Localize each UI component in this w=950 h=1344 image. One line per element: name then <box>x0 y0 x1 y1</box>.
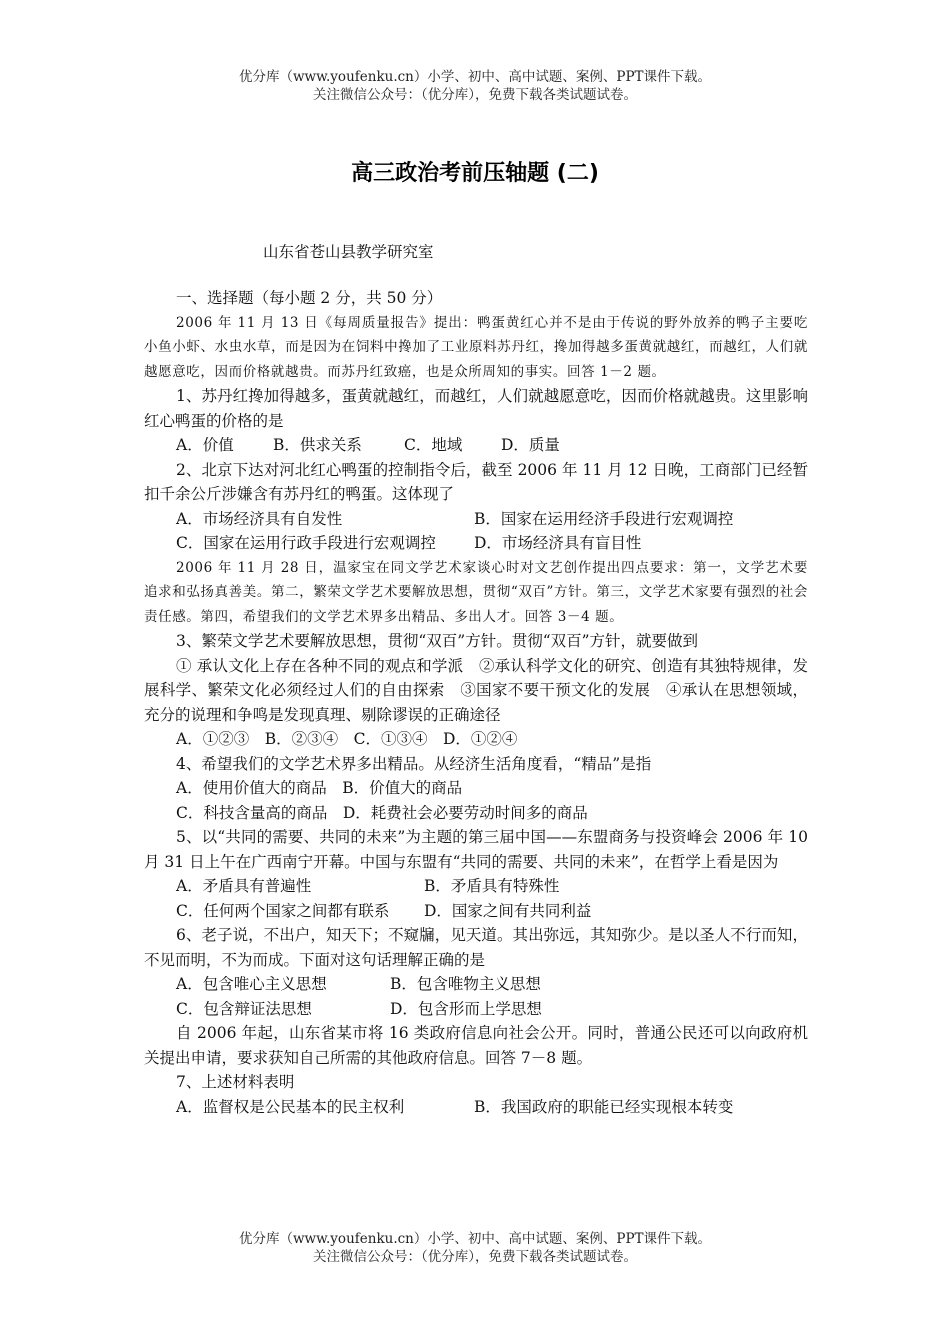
question-5-options-row-2 <box>144 899 808 924</box>
document-body <box>144 286 808 1119</box>
q5-option-d: D．国家之间有共同利益 <box>424 901 592 920</box>
question-4-stem: 4、希望我们的文学艺术界多出精品。从经济生活角度看，“精品”是指 <box>176 754 652 773</box>
question-5-stem: 5、以“共同的需要、共同的未来”为主题的第三届中国——东盟商务与投资峰会 2006 年 10 月 31 日上午在广西南宁开幕。中国与东盟有“共同的需要、共同的未来”，在哲学上看是因为 <box>144 828 808 871</box>
q6-option-d: D．包含形而上学思想 <box>390 999 542 1018</box>
header-line-1: 优分库（www.youfenku.cn）小学、初中、高中试题、案例、PPT课件下载。 <box>238 69 712 85</box>
question-4-options-row-2: C．科技含量高的商品 D．耗费社会必要劳动时间多的商品 <box>176 803 588 822</box>
question-2-options-row-2 <box>144 531 808 556</box>
q2-option-c: C．国家在运用行政手段进行宏观调控 <box>176 534 436 552</box>
section-heading: 一、选择题（每小题 2 分，共 50 分） <box>176 289 443 307</box>
question-7-options-row-1 <box>144 1095 808 1120</box>
q1-option-a: A．价值 <box>176 436 234 454</box>
question-4-options-row-1: A．使用价值大的商品 B．价值大的商品 <box>176 779 463 797</box>
material-paragraph-1: 2006 年 11 月 13 日《每周质量报告》提出：鸭蛋黄红心并不是由于传说的野外放养的鸭子主要吃小鱼小虾、水虫水草，而是因为在饲料中搀加了工业原料苏丹红，搀加得越多蛋黄就越红，而越红，人们就越愿意吃，因而价格就越贵。而苏丹红致癌，也是众所周知的事实。回答 1－2 题。 <box>144 314 808 380</box>
question-3-stem: 3、繁荣文学艺术要解放思想，贯彻“双百”方针。贯彻“双百”方针，就要做到 <box>176 632 699 650</box>
question-2-options-row-1 <box>144 507 808 532</box>
question-6-stem: 6、老子说，不出户，知天下；不窥牖，见天道。其出弥远，其知弥少。是以圣人不行而知，不见而明，不为而成。下面对这句话理解正确的是 <box>144 926 808 969</box>
q7-option-a: A．监督权是公民基本的民主权利 <box>176 1097 405 1116</box>
question-3-options: A．①②③ B．②③④ C．①③④ D．①②④ <box>176 730 518 748</box>
footer-line-1: 优分库（www.youfenku.cn）小学、初中、高中试题、案例、PPT课件下载。 <box>238 1231 712 1247</box>
author-line: 山东省苍山县教学研究室 <box>263 243 434 261</box>
question-2-stem: 2、北京下达对河北红心鸭蛋的控制指令后，截至 2006 年 11 月 12 日晚，工商部门已经暂扣千余公斤涉嫌含有苏丹红的鸭蛋。这体现了 <box>144 460 808 503</box>
q7-option-b: B．我国政府的职能已经实现根本转变 <box>474 1097 734 1116</box>
q6-option-c: C．包含辩证法思想 <box>176 999 312 1018</box>
question-1-stem: 1、苏丹红搀加得越多，蛋黄就越红，而越红，人们就越愿意吃，因而价格就越贵。这里影响红心鸭蛋的价格的是 <box>144 387 808 430</box>
q2-option-d: D．市场经济具有盲目性 <box>474 534 642 552</box>
q6-option-b: B．包含唯物主义思想 <box>390 975 541 993</box>
question-7-stem: 7、上述材料表明 <box>176 1073 295 1091</box>
question-1-options <box>144 433 808 458</box>
question-6-options-row-1 <box>144 972 808 997</box>
material-paragraph-2: 2006 年 11 月 28 日，温家宝在同文学艺术家谈心时对文艺创作提出四点要求：第一，文学艺术要追求和弘扬真善美。第二，繁荣文学艺术要解放思想，贯彻“双百”方针。第三，文学艺术家要有强烈的社会责任感。第四，希望我们的文学艺术界多出精品、多出人才。回答 3－4 题。 <box>144 559 808 625</box>
page-footer <box>0 1230 950 1266</box>
q1-option-d: D．质量 <box>501 436 560 454</box>
material-paragraph-3: 自 2006 年起，山东省某市将 16 类政府信息向社会公开。同时，普通公民还可以向政府机关提出申请，要求获知自己所需的其他政府信息。回答 7－8 题。 <box>144 1024 808 1067</box>
header-line-2: 关注微信公众号：（优分库），免费下载各类试题试卷。 <box>313 87 637 103</box>
q2-option-a: A．市场经济具有自发性 <box>176 509 343 528</box>
question-3-items: ① 承认文化上存在各种不同的观点和学派 ②承认科学文化的研究、创造有其独特规律，发展科学、繁荣文化必须经过人们的自由探索 ③国家不要干预文化的发展 ④承认在思想领域，充分的说理和争鸣是发现真理、剔除谬误的正确途径 <box>144 656 808 724</box>
page-header <box>0 68 950 104</box>
document-title: 高三政治考前压轴题 (二) <box>351 161 599 186</box>
q5-option-c: C．任何两个国家之间都有联系 <box>176 901 390 920</box>
footer-line-2: 关注微信公众号：（优分库），免费下载各类试题试卷。 <box>313 1249 637 1265</box>
q1-option-c: C．地域 <box>404 436 463 454</box>
q6-option-a: A．包含唯心主义思想 <box>176 975 327 993</box>
q2-option-b: B．国家在运用经济手段进行宏观调控 <box>474 509 734 528</box>
q5-option-b: B．矛盾具有特殊性 <box>424 877 560 895</box>
q5-option-a: A．矛盾具有普遍性 <box>176 877 312 895</box>
q1-option-b: B．供求关系 <box>273 436 362 454</box>
question-6-options-row-2 <box>144 997 808 1022</box>
question-5-options-row-1 <box>144 874 808 899</box>
